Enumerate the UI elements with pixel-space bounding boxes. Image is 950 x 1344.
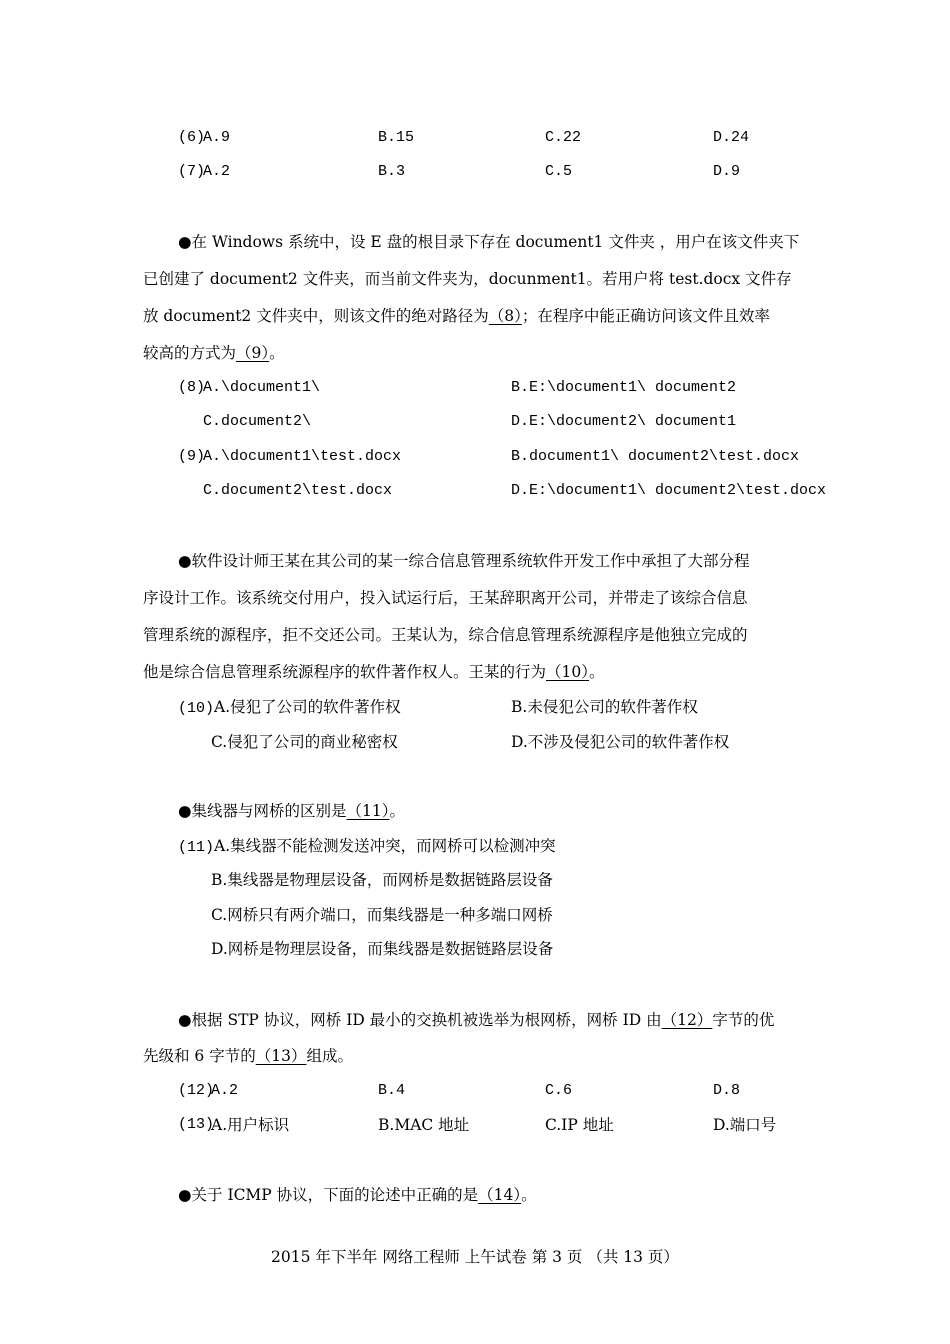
question-12-13-line-1: ●根据 STP 协议，网桥 ID 最小的交换机被选举为根网桥，网桥 ID 由（12）字节的优 — [178, 1011, 775, 1029]
blank-9: （9） — [236, 344, 270, 362]
q8-option-b: B.E:\document1\ document2 — [511, 379, 737, 396]
q13-option-d: D.端口号 — [713, 1116, 777, 1134]
q9-option-a: A.\document1\test.docx — [203, 448, 402, 465]
question-10-line-1: ●软件设计师王某在其公司的某一综合信息管理系统软件开发工作中承担了大部分程 — [178, 552, 750, 570]
q10-option-c: C.侵犯了公司的商业秘密权 — [211, 733, 398, 751]
q8-option-a: A.\document1\ — [203, 379, 321, 396]
q7-option-a: A.2 — [203, 163, 231, 180]
question-8-9-line-3: 放 document2 文件夹中，则该文件的绝对路径为（8）；在程序中能正确访问该文件且效率 — [143, 307, 770, 325]
question-10-line-2: 序设计工作。该系统交付用户，投入试运行后，王某辞职离开公司，并带走了该综合信息 — [143, 589, 748, 607]
question-10-line-3: 管理系统的源程序，拒不交还公司。王某认为，综合信息管理系统源程序是他独立完成的 — [143, 626, 748, 644]
question-8-9-line-2: 已创建了 document2 文件夹，而当前文件夹为，docunment1。若用户将 test.docx 文件存 — [143, 270, 792, 288]
q8-option-c: C.document2\ — [203, 413, 312, 430]
q8-option-d: D.E:\document2\ document1 — [511, 413, 737, 430]
q11-option-d: D.网桥是物理层设备，而集线器是数据链路层设备 — [211, 940, 554, 958]
q6-option-c: C.22 — [545, 129, 582, 146]
blank-14: （14） — [478, 1186, 522, 1204]
q7-option-d: D.9 — [713, 163, 741, 180]
q13-number: (13) — [178, 1116, 215, 1133]
q12-option-a: A.2 — [211, 1082, 239, 1099]
question-11: ●集线器与网桥的区别是（11）。 — [178, 802, 406, 820]
q9-option-b: B.document1\ document2\test.docx — [511, 448, 800, 465]
q11-option-b: B.集线器是物理层设备，而网桥是数据链路层设备 — [211, 871, 553, 889]
blank-11: （11） — [346, 802, 390, 820]
q11-option-c: C.网桥只有两介端口，而集线器是一种多端口网桥 — [211, 906, 553, 924]
q11-option-row-a: (11)A.集线器不能检测发送冲突，而网桥可以检测冲突 — [178, 837, 556, 856]
question-8-9-line-4: 较高的方式为（9）。 — [143, 344, 285, 362]
q13-option-b: B.MAC 地址 — [378, 1116, 470, 1134]
q8-number: (8) — [178, 379, 206, 396]
q7-number: (7) — [178, 163, 206, 180]
q12-option-c: C.6 — [545, 1082, 573, 1099]
q10-option-row-1: (10)A.侵犯了公司的软件著作权 — [178, 698, 401, 717]
q9-number: (9) — [178, 448, 206, 465]
blank-8: （8） — [488, 307, 522, 325]
q6-option-a: A.9 — [203, 129, 231, 146]
page-footer: 2015 年下半年 网络工程师 上午试卷 第 3 页 （共 13 页） — [271, 1248, 679, 1266]
question-14: ●关于 ICMP 协议，下面的论述中正确的是（14）。 — [178, 1186, 537, 1204]
question-10-line-4: 他是综合信息管理系统源程序的软件著作权人。王某的行为（10）。 — [143, 663, 605, 681]
q11-option-a: A.集线器不能检测发送冲突，而网桥可以检测冲突 — [214, 837, 556, 855]
q13-option-a: A.用户标识 — [211, 1116, 290, 1134]
q6-number: (6) — [178, 129, 206, 146]
q10-option-d: D.不涉及侵犯公司的软件著作权 — [511, 733, 730, 751]
q13-option-c: C.IP 地址 — [545, 1116, 614, 1134]
q9-option-c: C.document2\test.docx — [203, 482, 393, 499]
q6-option-b: B.15 — [378, 129, 415, 146]
q7-option-b: B.3 — [378, 163, 406, 180]
q12-number: (12) — [178, 1082, 215, 1099]
blank-10: （10） — [546, 663, 589, 681]
q10-option-b: B.未侵犯公司的软件著作权 — [511, 698, 698, 716]
q7-option-c: C.5 — [545, 163, 573, 180]
question-8-9-line-1: ●在 Windows 系统中，设 E 盘的根目录下存在 document1 文件夹 ，用户在该文件夹下 — [178, 233, 800, 251]
blank-12: （12） — [661, 1011, 713, 1029]
q6-option-d: D.24 — [713, 129, 750, 146]
blank-13: （13） — [255, 1047, 307, 1065]
q12-option-b: B.4 — [378, 1082, 406, 1099]
q9-option-d: D.E:\document1\ document2\test.docx — [511, 482, 827, 499]
q10-option-a: A.侵犯了公司的软件著作权 — [214, 698, 401, 716]
question-12-13-line-2: 先级和 6 字节的（13）组成。 — [143, 1047, 353, 1065]
q12-option-d: D.8 — [713, 1082, 741, 1099]
